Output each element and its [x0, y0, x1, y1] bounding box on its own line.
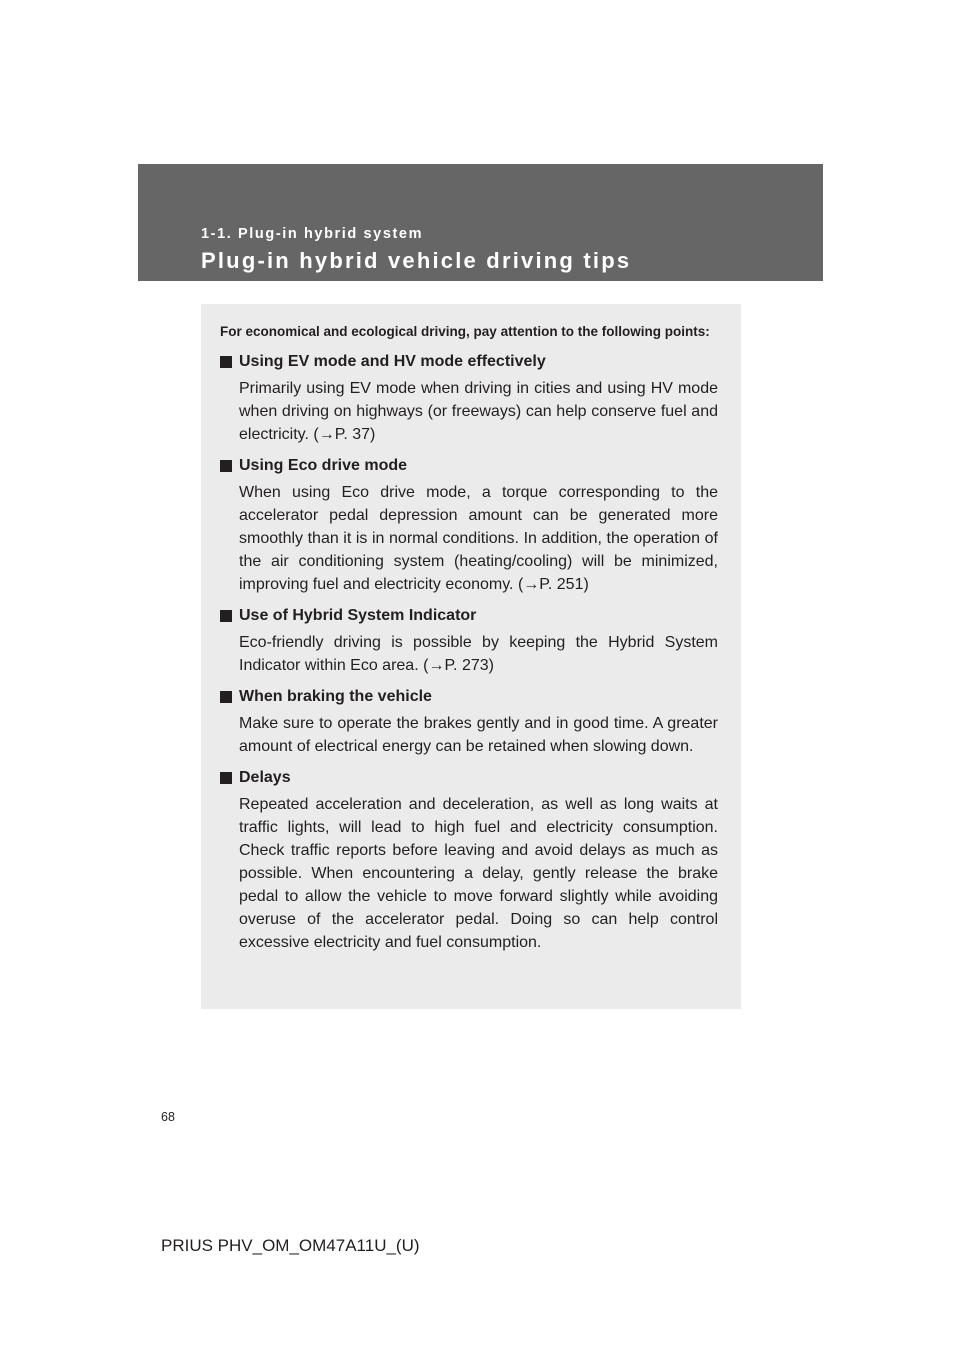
section-header-band — [138, 164, 823, 281]
square-bullet-icon — [220, 610, 232, 622]
tip-item — [220, 766, 718, 954]
tip-body-text: Primarily using EV mode when driving in cities and using HV mode when driving on highways (or freeways) can help conserve fuel and electricity. — [239, 380, 718, 443]
tip-body — [239, 712, 718, 758]
tip-heading — [220, 350, 718, 374]
tip-heading-text: Using EV mode and HV mode effectively — [239, 353, 546, 370]
tip-body — [239, 377, 718, 446]
tip-heading-text: Using Eco drive mode — [239, 457, 408, 474]
tip-item — [220, 604, 718, 677]
tip-body-text: Eco-friendly driving is possible by keeping the Hybrid System Indicator within Eco area. — [239, 634, 718, 674]
page-title: Plug-in hybrid vehicle driving tips — [201, 248, 632, 273]
square-bullet-icon — [220, 772, 232, 784]
tip-body — [239, 481, 718, 596]
tip-body — [239, 793, 718, 954]
tip-heading-text: Delays — [239, 769, 291, 786]
driving-tips-box — [201, 304, 741, 1009]
tip-heading-text: Use of Hybrid System Indicator — [239, 607, 477, 624]
section-label: 1-1. Plug-in hybrid system — [201, 226, 424, 242]
page-number: 68 — [161, 1110, 175, 1124]
tip-heading — [220, 766, 718, 790]
tip-heading-text: When braking the vehicle — [239, 688, 432, 705]
tip-item — [220, 350, 718, 446]
tip-heading — [220, 454, 718, 478]
page-reference-link[interactable]: (→P. 251) — [517, 576, 589, 593]
tip-body — [239, 631, 718, 677]
square-bullet-icon — [220, 691, 232, 703]
tip-body-text: When using Eco drive mode, a torque corresponding to the accelerator pedal depression amount can be generated more smoothly than it is in normal conditions. In addition, the operation of the air conditioning system (heating/cooling) will be minimized, improving fuel and electricity economy. — [239, 484, 718, 593]
square-bullet-icon — [220, 460, 232, 472]
tip-item — [220, 685, 718, 758]
page-reference-link[interactable]: (→P. 37) — [313, 426, 376, 443]
tip-body-text: Repeated acceleration and deceleration, as well as long waits at traffic lights, will lead to high fuel and electricity consumption. Check traffic reports before leaving and avoid delays as much as possible. When encountering a delay, gently release the brake pedal to allow the vehicle to move forward slightly while avoiding overuse of the accelerator pedal. Doing so can help control excessive electricity and fuel consumption. — [239, 796, 718, 951]
tip-item — [220, 454, 718, 596]
page-reference-link[interactable]: (→P. 273) — [423, 657, 494, 674]
tip-heading — [220, 604, 718, 628]
intro-text: For economical and ecological driving, pay attention to the following points: — [220, 324, 710, 339]
tip-heading — [220, 685, 718, 709]
document-code: PRIUS PHV_OM_OM47A11U_(U) — [161, 1236, 420, 1255]
square-bullet-icon — [220, 356, 232, 368]
tip-body-text: Make sure to operate the brakes gently and in good time. A greater amount of electrical energy can be retained when slowing down. — [239, 715, 718, 755]
